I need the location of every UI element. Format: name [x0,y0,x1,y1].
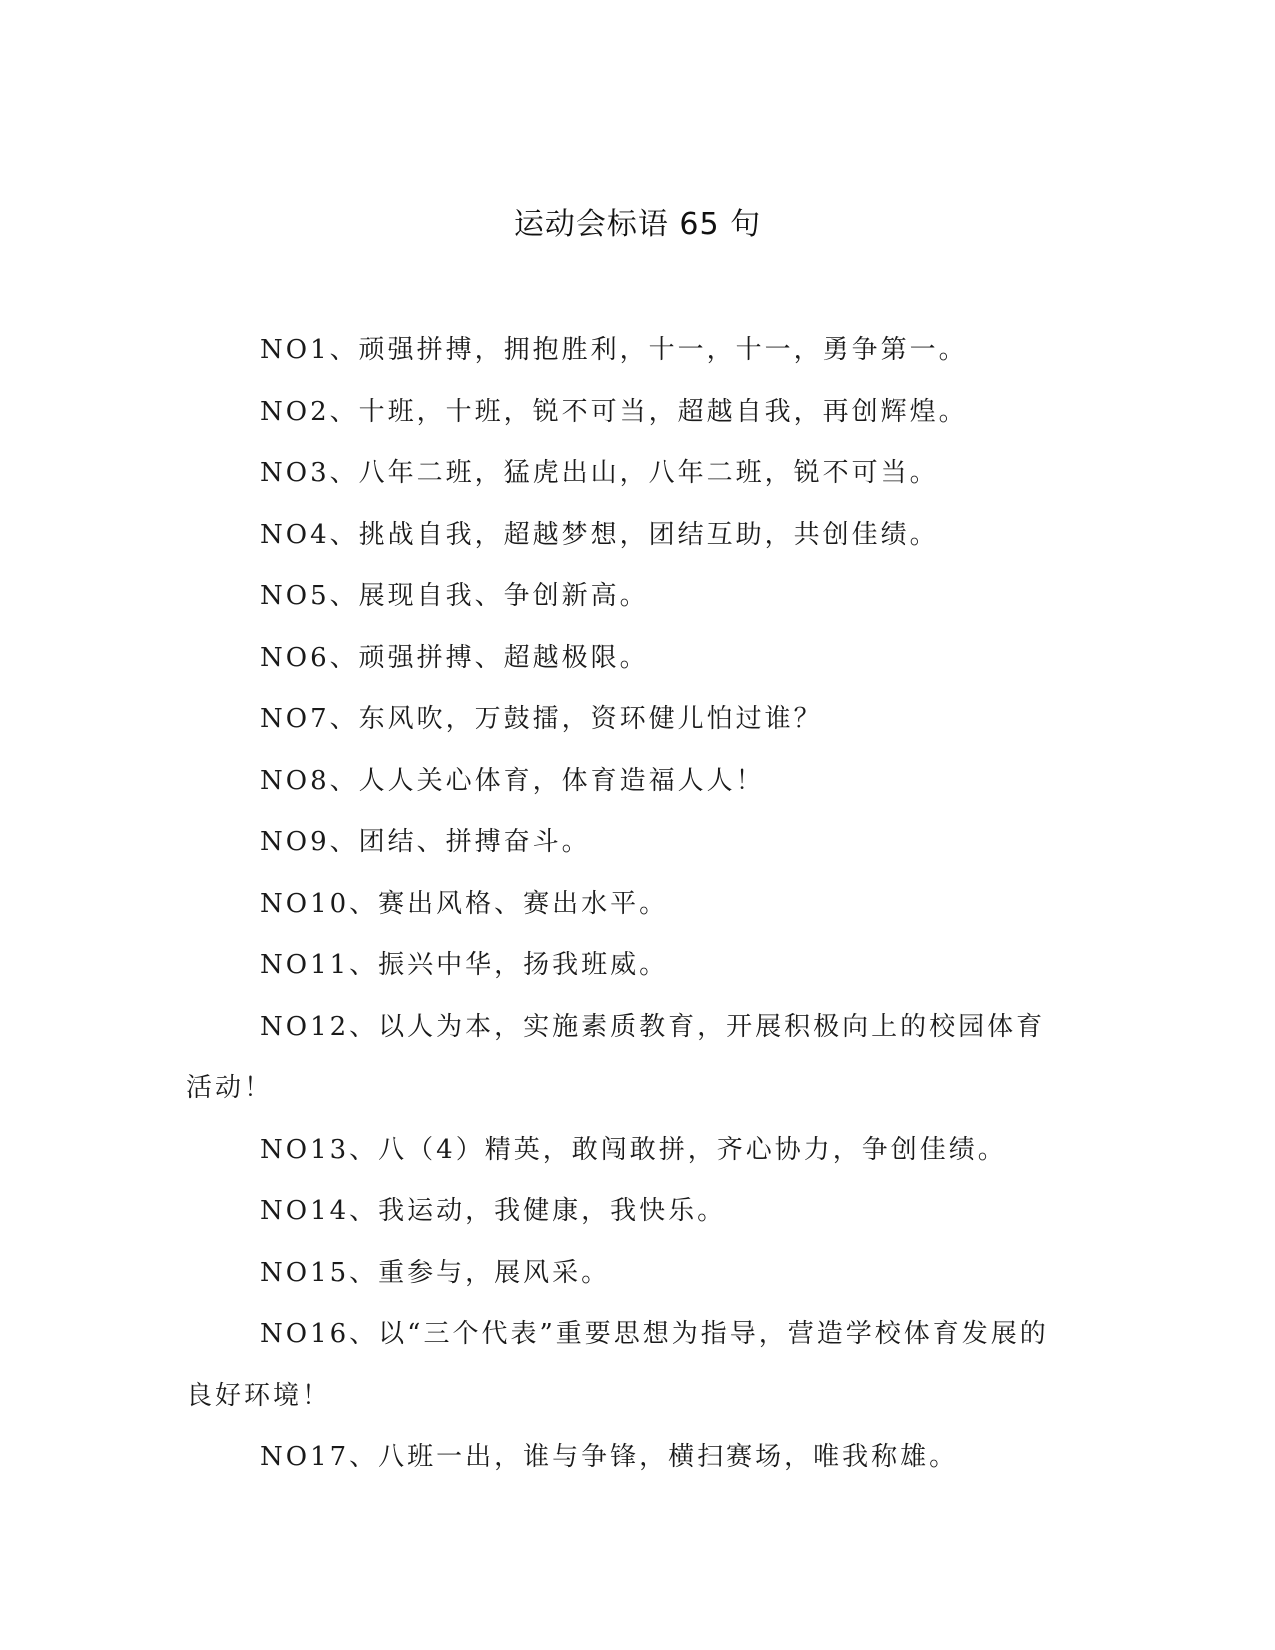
slogan-paragraph: NO9、团结、拼搏奋斗。 [260,827,591,857]
slogan-paragraph: NO17、八班一出，谁与争锋，横扫赛场，唯我称雄。 [260,1442,959,1472]
slogan-paragraph: NO11、振兴中华，扬我班威。 [260,950,669,980]
slogan-paragraph: NO4、挑战自我，超越梦想，团结互助，共创佳绩。 [260,519,939,550]
slogan-paragraph: NO3、八年二班，猛虎出山，八年二班，锐不可当。 [260,458,939,488]
slogan-paragraph: NO16、以“三个代表”重要思想为指导，营造学校体育发展的良好环境！ [186,1319,1049,1411]
slogan-paragraph: NO6、顽强拼搏、超越极限。 [260,642,649,673]
slogan-paragraph: NO14、我运动，我健康，我快乐。 [260,1196,727,1226]
slogan-paragraph: NO15、重参与，展风采。 [260,1257,611,1288]
slogan-paragraph: NO1、顽强拼搏，拥抱胜利，十一，十一，勇争第一。 [260,335,968,365]
slogan-paragraph: NO12、以人为本，实施素质教育，开展积极向上的校园体育活动！ [186,1011,1046,1103]
slogan-paragraph: NO8、人人关心体育，体育造福人人！ [260,765,765,796]
slogan-paragraph: NO2、十班，十班，锐不可当，超越自我，再创辉煌。 [260,396,968,427]
slogan-paragraph: NO5、展现自我、争创新高。 [260,581,649,611]
document-title: 运动会标语 65 句 [513,207,762,242]
slogan-paragraph: NO10、赛出风格、赛出水平。 [260,888,669,919]
slogan-paragraph: NO7、东风吹，万鼓擂，资环健儿怕过谁？ [260,704,823,734]
slogan-paragraph: NO13、八（4）精英，敢闯敢拼，齐心协力，争创佳绩。 [260,1134,1007,1165]
slogan-list [186,320,1066,1489]
